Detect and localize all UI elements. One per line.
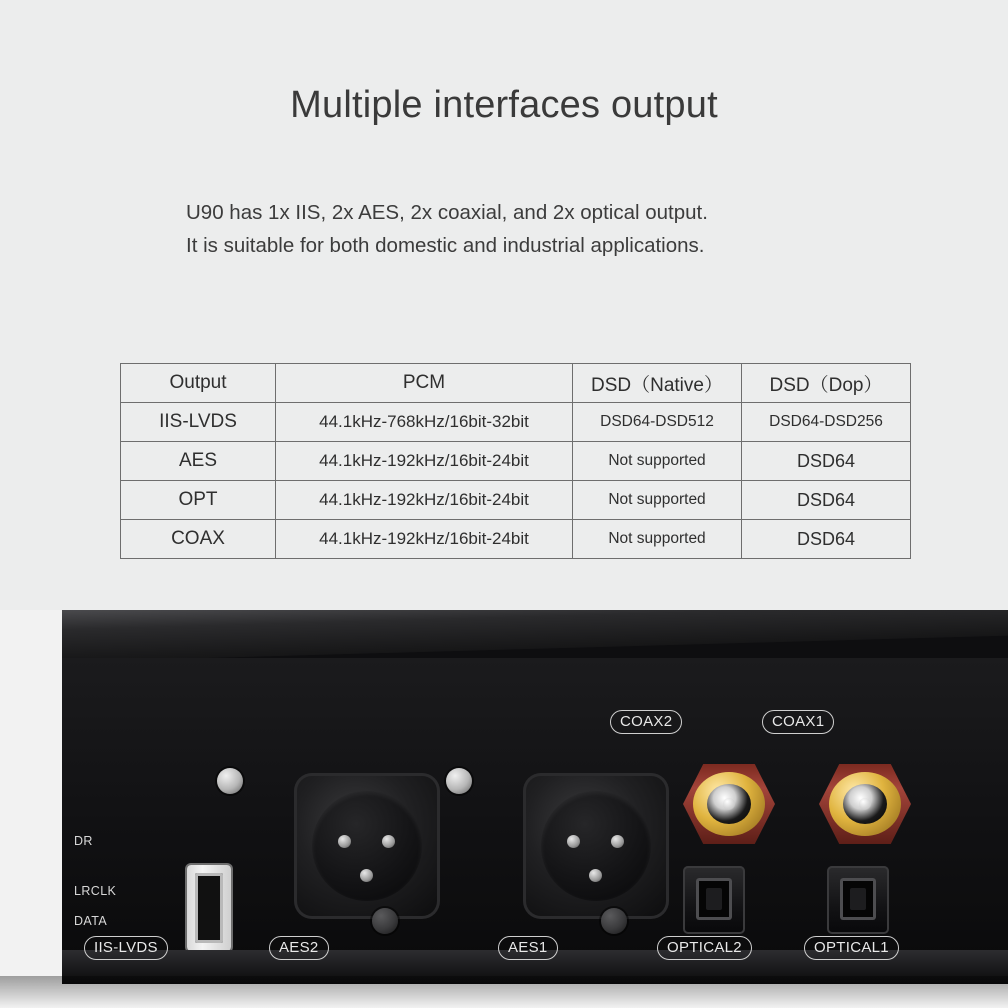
xlr-pin [611,835,624,848]
optical1-toslink-port [827,866,889,934]
table-cell: Not supported [573,520,742,559]
product-photo [0,610,1008,1008]
coax1-rca-connector [819,758,911,850]
table-cell: OPT [121,481,276,520]
description-line-2: It is suitable for both domestic and industrial applications. [186,234,705,257]
pin-label-data: DATA [74,914,108,928]
chassis-top-bevel [62,610,1008,662]
xlr-pin [338,835,351,848]
chassis-face [62,658,1008,958]
table-cell: Not supported [573,442,742,481]
table-header-cell: PCM [276,364,573,403]
table-header-cell: DSD（Native） [573,364,742,403]
photo-shadow [0,976,1008,1008]
label-coax2: COAX2 [610,710,682,734]
table-cell: 44.1kHz-768kHz/16bit-32bit [276,403,573,442]
table-cell: IIS-LVDS [121,403,276,442]
table-header-cell: DSD（Dop） [742,364,911,403]
table-header-row [121,364,911,403]
label-aes1: AES1 [498,936,558,960]
rca-center-pin [859,798,871,810]
description-line-1: U90 has 1x IIS, 2x AES, 2x coaxial, and 2x optical output. [186,201,708,224]
table-row [121,442,911,481]
pin-label-lrclk: LRCLK [74,884,117,898]
table-cell: DSD64 [742,442,911,481]
label-optical2: OPTICAL2 [657,936,752,960]
table-header-cell: Output [121,364,276,403]
rca-center-pin [723,798,735,810]
iis-lvds-hdmi-port [187,865,231,951]
table-cell: 44.1kHz-192kHz/16bit-24bit [276,481,573,520]
page-title: Multiple interfaces output [290,84,718,126]
device-rear-panel [62,610,1008,984]
table-cell: Not supported [573,481,742,520]
table-row [121,403,911,442]
table-row [121,481,911,520]
table-cell: DSD64 [742,481,911,520]
specification-table [120,363,911,559]
aes2-xlr-connector [294,773,440,919]
table-cell: 44.1kHz-192kHz/16bit-24bit [276,520,573,559]
panel-screw [446,768,472,794]
xlr-pin [567,835,580,848]
description-block [186,196,886,262]
table-cell: DSD64-DSD512 [573,403,742,442]
table-cell: COAX [121,520,276,559]
panel-screw [601,908,627,934]
optical2-toslink-port [683,866,745,934]
table-cell: DSD64 [742,520,911,559]
xlr-pin [360,869,373,882]
table-row [121,520,911,559]
label-iis-lvds: IIS-LVDS [84,936,168,960]
panel-screw [217,768,243,794]
table-cell: AES [121,442,276,481]
panel-screw [372,908,398,934]
pin-label-dr: DR [74,834,93,848]
xlr-pin [382,835,395,848]
table-cell: DSD64-DSD256 [742,403,911,442]
label-optical1: OPTICAL1 [804,936,899,960]
coax2-rca-connector [683,758,775,850]
xlr-pin [589,869,602,882]
label-aes2: AES2 [269,936,329,960]
aes1-xlr-connector [523,773,669,919]
table-cell: 44.1kHz-192kHz/16bit-24bit [276,442,573,481]
label-coax1: COAX1 [762,710,834,734]
